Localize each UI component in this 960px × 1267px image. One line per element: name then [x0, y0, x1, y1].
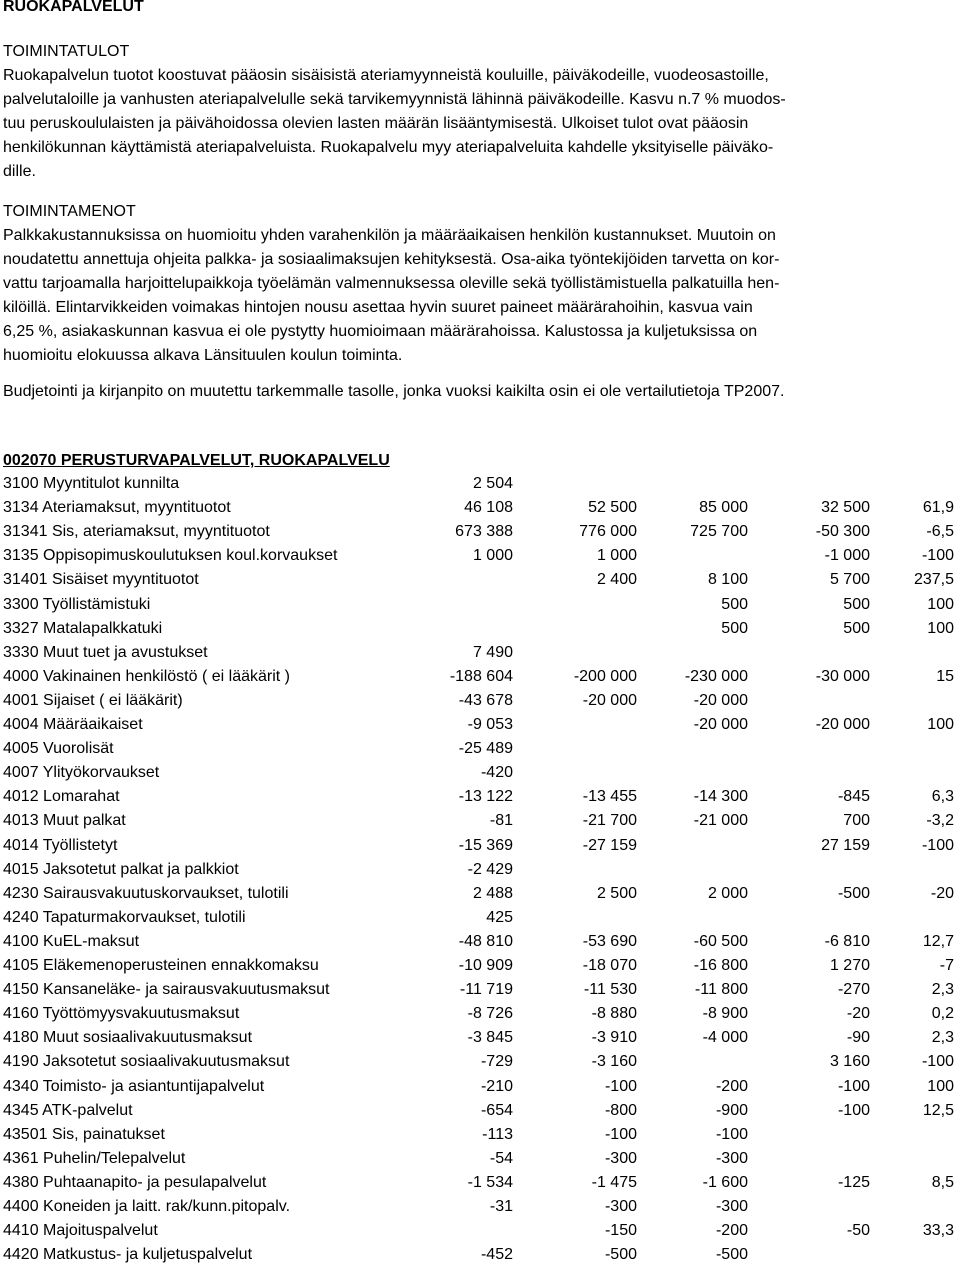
value-cell: 8 100 [707, 571, 748, 589]
table-title: 002070 PERUSTURVAPALVELUT, RUOKAPALVELU [3, 452, 390, 469]
account-label: 43501 Sis, painatukset [3, 1125, 165, 1143]
value-cell: -100 [921, 547, 954, 565]
value-cell: 725 700 [690, 523, 748, 541]
value-cell: -25 489 [458, 740, 513, 758]
value-cell: -113 [482, 1125, 513, 1143]
value-cell: -500 [604, 1246, 637, 1264]
value-cell: 2 488 [472, 884, 513, 902]
value-cell: -8 726 [467, 1005, 513, 1023]
value-cell: -100 [921, 1053, 954, 1071]
value-cell: -4 000 [702, 1029, 748, 1047]
value-cell: 500 [721, 595, 748, 613]
value-cell: -654 [480, 1101, 513, 1119]
expenses-text-line: vattu tarjoamalla harjoittelupaikkoja työelämän valmennuksessa oleville sekä työllistämistuella palkatuilla hen- [3, 275, 780, 292]
account-label: 4160 Työttömyysvakuutusmaksut [3, 1005, 240, 1023]
section-title-income: TOIMINTATULOT [3, 43, 130, 60]
income-text-line: palvelutaloille ja vanhusten ateriapalvelulle sekä tarvikemyynnistä lähinnä päiväkodeille. Kasvu n.7 % muodos- [3, 91, 786, 108]
account-label: 4420 Matkustus- ja kuljetuspalvelut [3, 1246, 253, 1264]
value-cell: -53 690 [582, 932, 637, 950]
value-cell: -20 000 [693, 716, 748, 733]
value-cell: 32 500 [821, 499, 870, 517]
income-text-line: henkilökunnan käyttämistä ateriapalveluista. Ruokapalvelu myy ateriapalveluita kahdelle yksityiselle päiväko- [3, 139, 774, 156]
value-cell: 100 [927, 619, 954, 637]
value-cell: -10 909 [458, 957, 513, 974]
value-cell: 27 159 [821, 836, 870, 854]
value-cell: -14 300 [693, 788, 748, 806]
table-row [3, 1147, 955, 1171]
value-cell: -1 534 [467, 1173, 513, 1191]
page-heading: RUOKAPALVELUT [3, 0, 144, 15]
value-cell: -60 500 [693, 932, 748, 950]
value-cell: 2 500 [596, 884, 637, 902]
value-cell: -20 [846, 1005, 870, 1023]
value-cell: -7 [939, 957, 954, 974]
value-cell: 1 000 [472, 547, 513, 565]
value-cell: -150 [604, 1222, 637, 1240]
table-row [3, 1243, 955, 1267]
account-label: 3134 Ateriamaksut, myyntituotot [3, 499, 231, 517]
table-row [3, 954, 955, 978]
value-cell: -100 [837, 1077, 870, 1095]
table-row [3, 520, 955, 544]
table-row [3, 906, 955, 930]
value-cell: -800 [604, 1101, 637, 1119]
value-cell: 2 000 [707, 884, 748, 902]
value-cell: -100 [921, 836, 954, 854]
value-cell: -200 000 [573, 667, 637, 685]
table-row [3, 1219, 955, 1243]
value-cell: -500 [837, 884, 870, 902]
account-label: 4013 Muut palkat [3, 812, 126, 830]
value-cell: -50 300 [815, 523, 870, 541]
value-cell: -13 122 [458, 788, 513, 806]
value-cell: -20 000 [693, 691, 748, 709]
table-row [3, 1171, 955, 1195]
account-label: 3100 Myyntitulot kunnilta [3, 475, 180, 492]
table-row [3, 1099, 955, 1123]
value-cell: -3 910 [591, 1029, 637, 1047]
value-cell: 500 [843, 619, 870, 637]
value-cell: -8 900 [702, 1005, 748, 1023]
value-cell: -54 [489, 1149, 513, 1167]
account-label: 3330 Muut tuet ja avustukset [3, 643, 208, 661]
value-cell: -1 475 [591, 1173, 637, 1191]
value-cell: -100 [604, 1125, 637, 1143]
value-cell: -125 [837, 1173, 870, 1191]
account-label: 4007 Ylityökorvaukset [3, 764, 160, 782]
value-cell: 2 504 [472, 475, 513, 492]
value-cell: 500 [843, 595, 870, 613]
value-cell: 100 [927, 1077, 954, 1095]
value-cell: 425 [486, 908, 513, 926]
value-cell: -3 160 [591, 1053, 637, 1071]
table-row [3, 761, 955, 785]
value-cell: -270 [837, 981, 870, 999]
value-cell: -50 [846, 1222, 870, 1240]
account-label: 4014 Työllistetyt [3, 836, 118, 854]
account-label: 4001 Sijaiset ( ei lääkärit) [3, 691, 183, 709]
value-cell: -90 [846, 1029, 870, 1047]
table-row [3, 593, 955, 617]
value-cell: -16 800 [693, 957, 748, 974]
value-cell: -500 [715, 1246, 748, 1264]
value-cell: -15 369 [458, 836, 513, 854]
value-cell: -81 [489, 812, 513, 830]
value-cell: -188 604 [449, 667, 513, 685]
value-cell: -100 [715, 1125, 748, 1143]
value-cell: -20 000 [582, 691, 637, 709]
value-cell: -6 810 [824, 932, 870, 950]
account-label: 4190 Jaksotetut sosiaalivakuutusmaksut [3, 1053, 290, 1071]
value-cell: 12,7 [922, 932, 954, 950]
account-label: 4004 Määräaikaiset [3, 716, 143, 733]
income-text-line: Ruokapalvelun tuotot koostuvat pääosin sisäisistä ateriamyynneistä kouluille, päiväkodeille, vuodeosastoille, [3, 67, 769, 84]
table-row [3, 737, 955, 761]
value-cell: -31 [489, 1198, 513, 1215]
value-cell: -200 [715, 1077, 748, 1095]
value-cell: 33,3 [922, 1222, 954, 1240]
value-cell: -420 [480, 764, 513, 782]
table-row [3, 1075, 955, 1099]
value-cell: 6,3 [931, 788, 954, 806]
table-row [3, 544, 955, 568]
value-cell: -9 053 [467, 716, 513, 733]
account-label: 4230 Sairausvakuutuskorvaukset, tulotili [3, 884, 289, 902]
account-label: 4240 Tapaturmakorvaukset, tulotili [3, 908, 246, 926]
account-label: 3300 Työllistämistuki [3, 595, 151, 613]
table-row [3, 858, 955, 882]
table-row [3, 641, 955, 665]
value-cell: -27 159 [582, 836, 637, 854]
value-cell: 7 490 [472, 643, 513, 661]
value-cell: -100 [837, 1101, 870, 1119]
value-cell: -21 000 [693, 812, 748, 830]
table-row [3, 496, 955, 520]
value-cell: -21 700 [582, 812, 637, 830]
expenses-text-line: 6,25 %, asiakaskunnan kasvua ei ole pystytty huomioimaan määrärahoissa. Kalustossa ja kuljetuksissa on [3, 323, 758, 340]
account-label: 4100 KuEL-maksut [3, 932, 140, 950]
value-cell: -452 [480, 1246, 513, 1264]
value-cell: 52 500 [588, 499, 637, 517]
account-label: 4000 Vakinainen henkilöstö ( ei lääkärit ) [3, 667, 290, 685]
value-cell: -845 [837, 788, 870, 806]
value-cell: -300 [715, 1149, 748, 1167]
value-cell: -1 600 [702, 1173, 748, 1191]
account-label: 4410 Majoituspalvelut [3, 1222, 158, 1240]
value-cell: 15 [936, 667, 954, 685]
value-cell: -11 719 [459, 981, 513, 999]
table-row [3, 472, 955, 496]
value-cell: -900 [715, 1101, 748, 1119]
value-cell: -300 [715, 1198, 748, 1215]
table-row [3, 809, 955, 833]
budget-note: Budjetointi ja kirjanpito on muutettu tarkemmalle tasolle, jonka vuoksi kaikilta osin ei ole vertailutietoja TP2007. [3, 383, 785, 400]
table-row [3, 785, 955, 809]
value-cell: 3 160 [829, 1053, 870, 1071]
value-cell: 500 [721, 619, 748, 637]
value-cell: -48 810 [458, 932, 513, 950]
table-row [3, 1002, 955, 1026]
value-cell: 673 388 [455, 523, 513, 541]
value-cell: 776 000 [579, 523, 637, 541]
value-cell: -43 678 [458, 691, 513, 709]
account-label: 3135 Oppisopimuskoulutuksen koul.korvaukset [3, 547, 338, 565]
value-cell: 0,2 [931, 1005, 954, 1023]
value-cell: 2,3 [931, 1029, 954, 1047]
value-cell: 1 000 [596, 547, 637, 565]
value-cell: 100 [927, 595, 954, 613]
value-cell: -210 [480, 1077, 513, 1095]
account-label: 4005 Vuorolisät [3, 740, 114, 758]
expenses-text-line: kilöillä. Elintarvikkeiden voimakas hintojen nousu asettaa hyvin suuret paineet määrärahoihin, kasvua vain [3, 299, 753, 316]
table-row [3, 689, 955, 713]
table-row [3, 1026, 955, 1050]
value-cell: -3,2 [926, 812, 954, 830]
account-label: 3327 Matalapalkkatuki [3, 619, 163, 637]
value-cell: -100 [604, 1077, 637, 1095]
value-cell: 100 [927, 716, 954, 733]
table-row [3, 1050, 955, 1074]
value-cell: 1 270 [829, 957, 870, 974]
value-cell: -200 [715, 1222, 748, 1240]
income-text-line: tuu peruskoululaisten ja päivähoidossa olevien lasten määrän lisääntymisestä. Ulkoiset tulot ovat pääosin [3, 115, 749, 132]
table-row [3, 568, 955, 592]
value-cell: -729 [480, 1053, 513, 1071]
table-row [3, 1195, 955, 1219]
account-label: 4105 Eläkemenoperusteinen ennakkomaksu [3, 957, 319, 974]
value-cell: 12,5 [922, 1101, 954, 1119]
value-cell: -2 429 [467, 860, 513, 878]
account-label: 4400 Koneiden ja laitt. rak/kunn.pitopalv. [3, 1198, 291, 1215]
value-cell: -300 [604, 1198, 637, 1215]
value-cell: 237,5 [913, 571, 954, 589]
value-cell: -6,5 [926, 523, 954, 541]
value-cell: -20 000 [815, 716, 870, 733]
value-cell: 2 400 [596, 571, 637, 589]
account-label: 4015 Jaksotetut palkat ja palkkiot [3, 860, 239, 878]
account-label: 4180 Muut sosiaalivakuutusmaksut [3, 1029, 253, 1047]
value-cell: 2,3 [931, 981, 954, 999]
account-label: 4380 Puhtaanapito- ja pesulapalvelut [3, 1173, 267, 1191]
account-label: 4345 ATK-palvelut [3, 1101, 133, 1119]
value-cell: 61,9 [922, 499, 954, 517]
table-row [3, 978, 955, 1002]
value-cell: 46 108 [464, 499, 513, 517]
expenses-text-line: noudatettu annettuja ohjeita palkka- ja sosiaalimaksujen kehityksestä. Osa-aika työntekijöiden tarvetta on kor- [3, 251, 780, 268]
value-cell: -11 800 [694, 981, 748, 999]
table-row [3, 665, 955, 689]
table-row [3, 1123, 955, 1147]
value-cell: -8 880 [591, 1005, 637, 1023]
table-row [3, 882, 955, 906]
account-label: 31401 Sisäiset myyntituotot [3, 571, 199, 589]
expenses-text-line: huomioitu elokuussa alkava Länsituulen koulun toiminta. [3, 347, 403, 364]
value-cell: -30 000 [815, 667, 870, 685]
value-cell: 5 700 [829, 571, 870, 589]
account-label: 4340 Toimisto- ja asiantuntijapalvelut [3, 1077, 265, 1095]
value-cell: -1 000 [824, 547, 870, 565]
table-row [3, 930, 955, 954]
value-cell: -18 070 [582, 957, 637, 974]
expenses-text-line: Palkkakustannuksissa on huomioitu yhden varahenkilön ja määräaikaisen henkilön kustannukset. Muutoin on [3, 227, 776, 244]
value-cell: 700 [843, 812, 870, 830]
value-cell: -3 845 [467, 1029, 513, 1047]
value-cell: -13 455 [582, 788, 637, 806]
value-cell: -230 000 [684, 667, 748, 685]
income-text-line: dille. [3, 163, 36, 180]
section-title-expenses: TOIMINTAMENOT [3, 203, 136, 220]
account-label: 4150 Kansaneläke- ja sairausvakuutusmaksut [3, 981, 330, 999]
account-label: 4012 Lomarahat [3, 788, 120, 806]
value-cell: 85 000 [699, 499, 748, 517]
value-cell: -300 [604, 1149, 637, 1167]
table-row [3, 617, 955, 641]
value-cell: 8,5 [931, 1173, 954, 1191]
account-label: 31341 Sis, ateriamaksut, myyntituotot [3, 523, 270, 541]
value-cell: -11 530 [583, 981, 637, 999]
table-row [3, 713, 955, 737]
value-cell: -20 [930, 884, 954, 902]
account-label: 4361 Puhelin/Telepalvelut [3, 1149, 186, 1167]
table-row [3, 834, 955, 858]
